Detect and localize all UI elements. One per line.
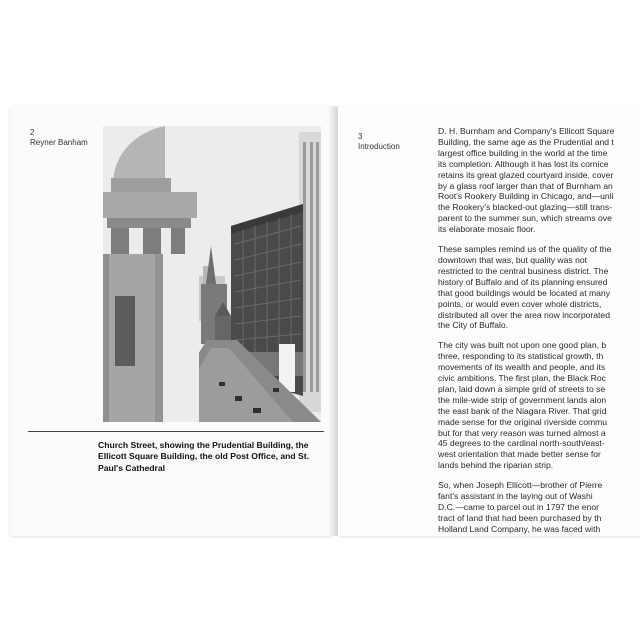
running-head-author: Reyner Banham	[30, 138, 88, 147]
running-head-title: Introduction	[358, 142, 400, 151]
body-text	[438, 126, 640, 536]
paragraph: D. H. Burnham and Company's Ellicott Square Building, the same age as the Prudential and t largest office building in the world at the time its completion. Although it has lost its cornice retains its great glazed courtyard inside, cover by a glass roof larger than that of Burnham an Root's Rookery Building in Chicago, and—unli the Rookery's blacked-out glazing—still trans- parent to the summer sun, which streams ove its elaborate mosaic floor.	[438, 126, 615, 235]
left-page-folio	[30, 128, 88, 148]
page-number: 2	[30, 128, 35, 137]
street-photograph-image	[103, 126, 321, 422]
street-photograph	[103, 126, 321, 422]
right-page	[338, 106, 640, 536]
paragraph: The city was built not upon one good plan, b three, responding to its statistical growth, th movements of its wealth and people, and its civic ambitions. The first plan, the Black Roc plan, laid down a simple grid of streets to se the mile-wide strip of government lands alon the east bank of the Niagara River. That grid made sense for the original riverside commu but for that very reason was turned almost a 45 degrees to the cardinal north-south/east- west orientation that made better sense for lands behind the riparian strip.	[438, 340, 608, 471]
right-page-folio	[358, 132, 400, 152]
page-number: 3	[358, 132, 363, 141]
paragraph: These samples remind us of the quality of the downtown that was, but quality was not restricted to the central business district. The history of Buffalo and of its planning ensured that good buildings would be located at many points, or would even cover whole districts, distributed all over the area now incorporated the City of Buffalo.	[438, 244, 612, 331]
paragraph: So, when Joseph Ellicott—brother of Pierre fant's assistant in the laying out of Washi D.C.—came to parcel out in 1797 the enor tract of land that had been purchased by th Holland Land Company, he was faced with	[438, 480, 603, 534]
caption-rule	[28, 431, 324, 432]
left-page	[10, 106, 332, 536]
photo-caption: Church Street, showing the Prudential Building, the Ellicott Square Building, the old Post Office, and St. Paul's Cathedral	[98, 440, 310, 473]
